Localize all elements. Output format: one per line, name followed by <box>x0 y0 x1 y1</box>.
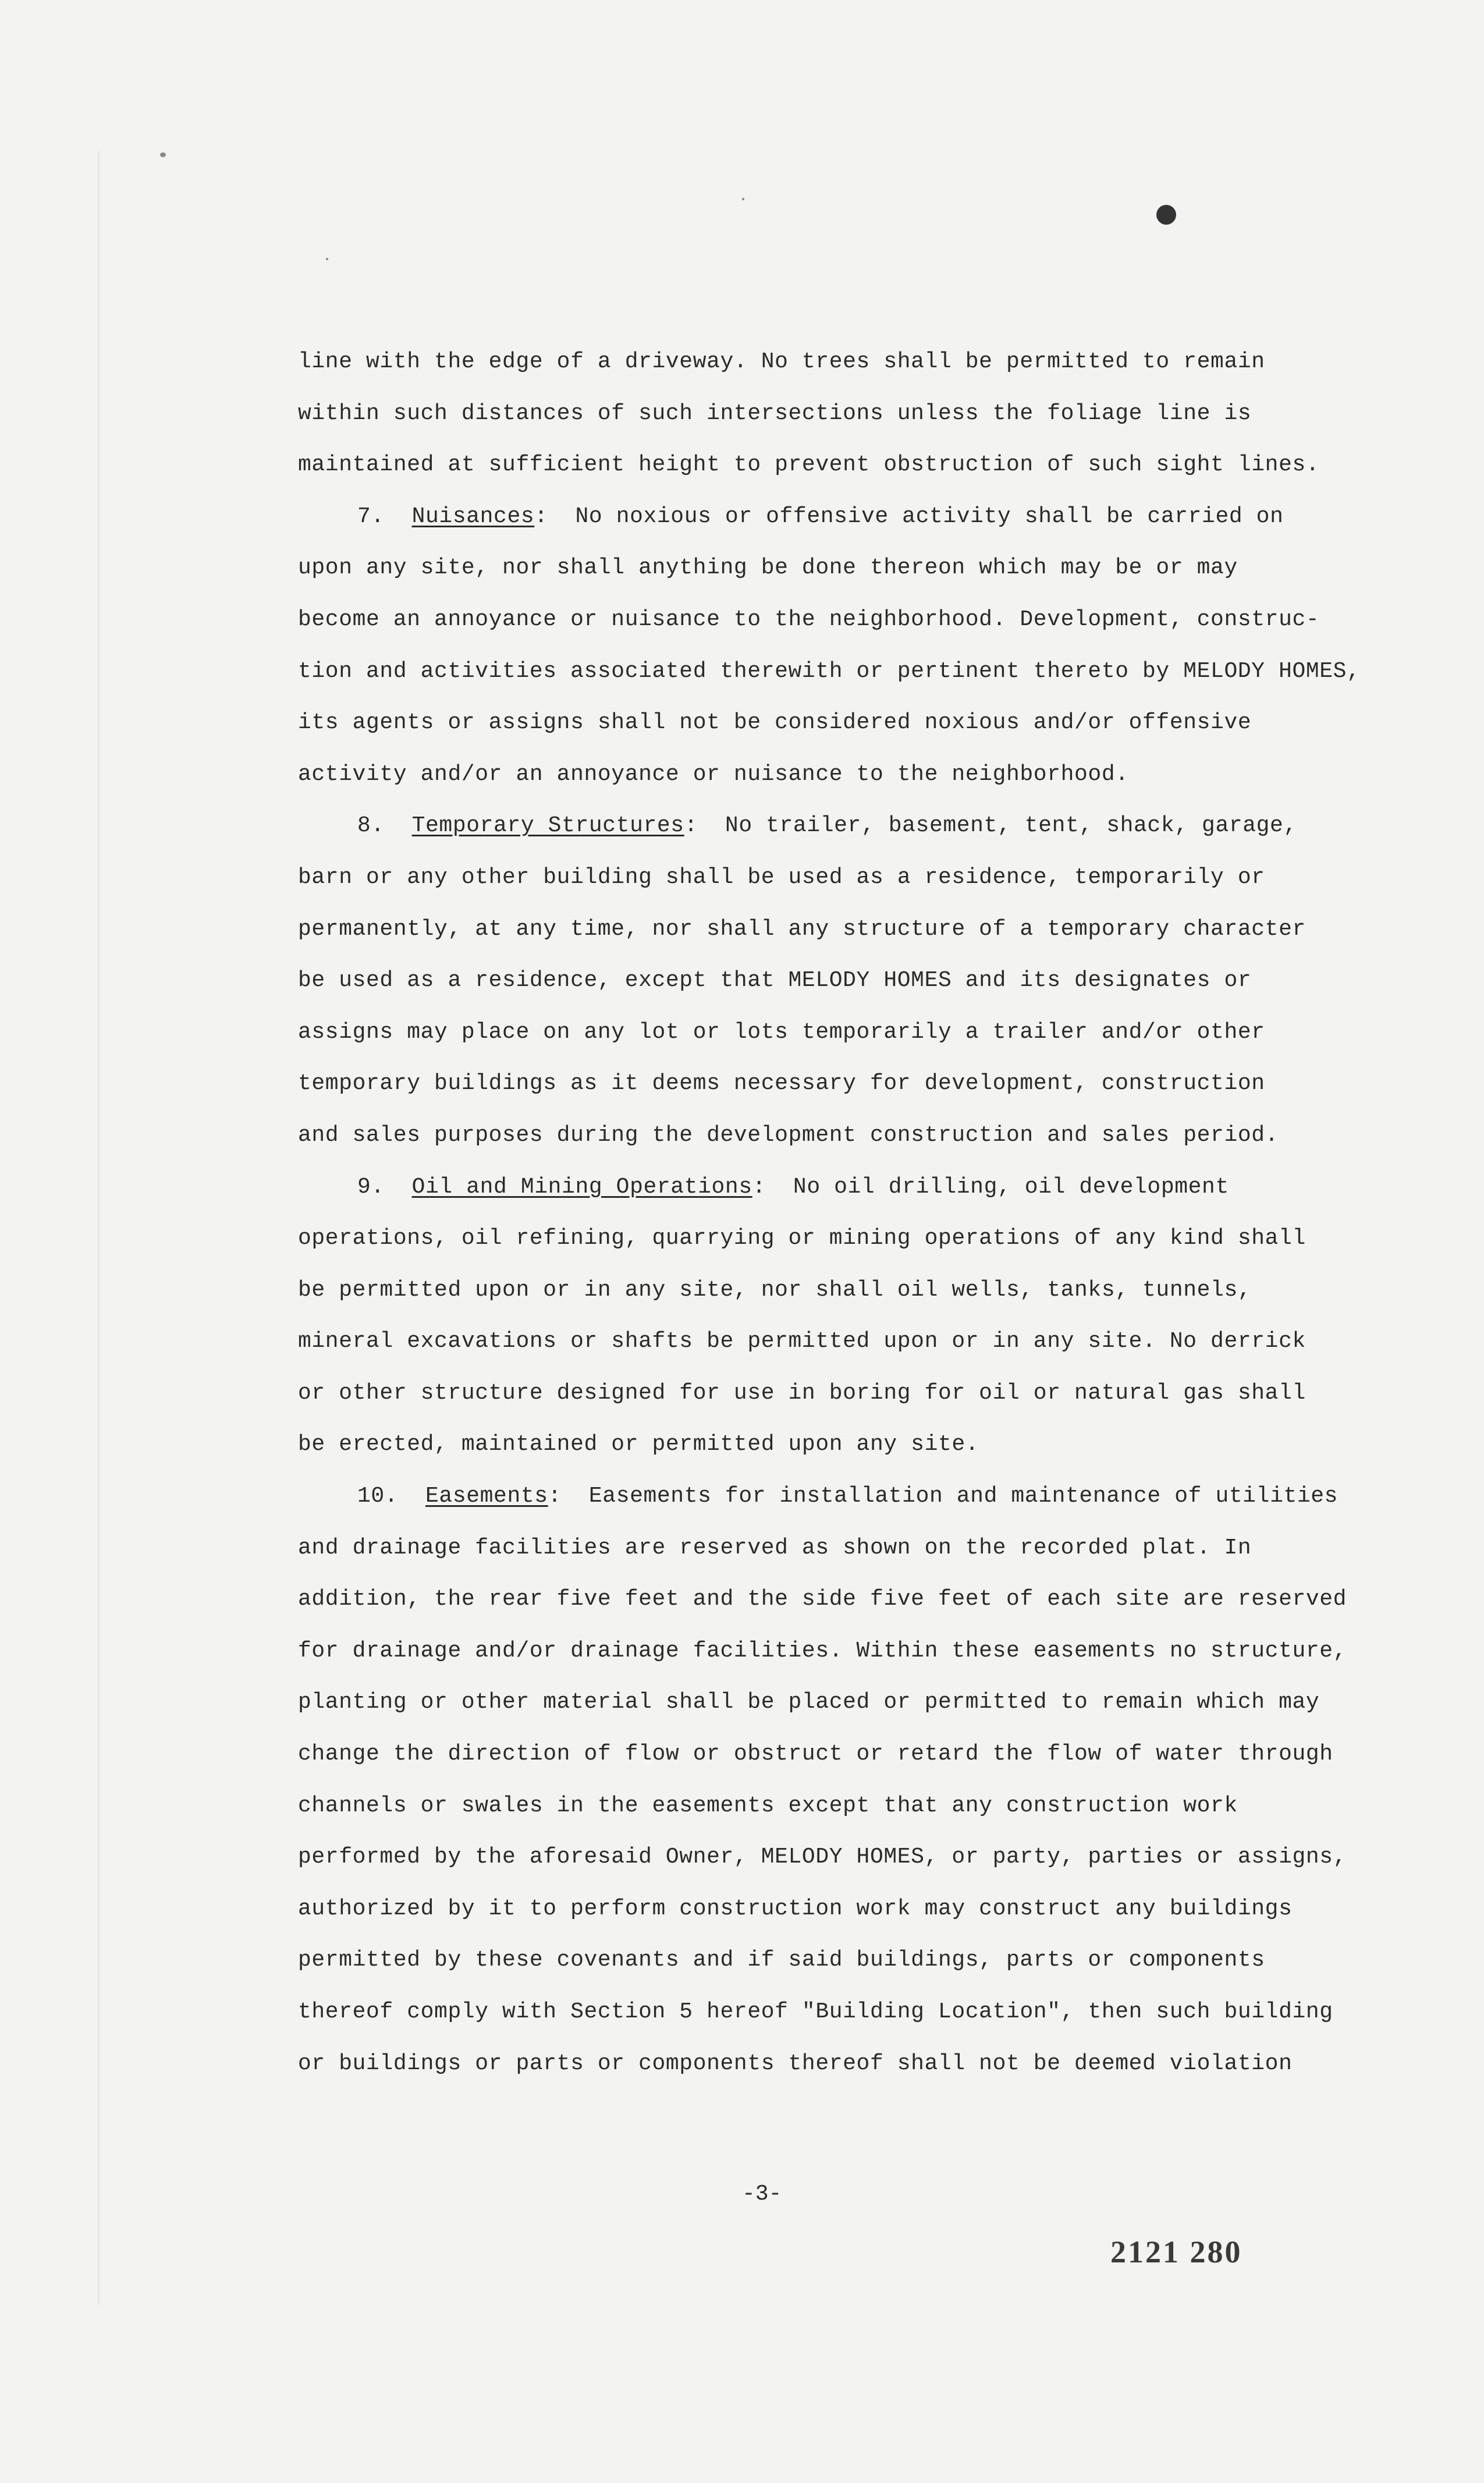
text-line: maintained at sufficient height to prevent obstruction of such sight lines. <box>298 452 1320 478</box>
text-line: or other structure designed for use in boring for oil or natural gas shall <box>298 1380 1306 1406</box>
page-shadow-edge <box>98 151 101 2305</box>
section-number: 7. <box>357 503 385 529</box>
section-text: : No trailer, basement, tent, shack, garage, <box>684 813 1297 839</box>
text-line: thereof comply with Section 5 hereof "Building Location", then such building <box>298 1999 1333 2024</box>
text-line: addition, the rear five feet and the side five feet of each site are reserved <box>298 1587 1347 1612</box>
section-heading: Nuisances <box>411 503 535 529</box>
text-line: be used as a residence, except that MELODY HOMES and its designates or <box>298 968 1252 994</box>
paper-speck <box>742 198 744 200</box>
recording-number-stamp: 2121 280 <box>1110 2234 1242 2269</box>
section-text: : Easements for installation and maintenance of utilities <box>548 1484 1339 1509</box>
text-line: or buildings or parts or components thereof shall not be deemed violation <box>298 2051 1293 2076</box>
text-line: be permitted upon or in any site, nor shall oil wells, tanks, tunnels, <box>298 1277 1252 1303</box>
text-line: assigns may place on any lot or lots temporarily a trailer and/or other <box>298 1019 1265 1045</box>
binding-hole <box>1156 205 1176 225</box>
section-text: : No oil drilling, oil development <box>752 1174 1229 1200</box>
text-line: within such distances of such intersections unless the foliage line is <box>298 400 1252 426</box>
text-line: change the direction of flow or obstruct or retard the flow of water through <box>298 1741 1333 1767</box>
section-number: 9. <box>357 1174 385 1200</box>
text-line: planting or other material shall be placed or permitted to remain which may <box>298 1690 1320 1715</box>
section-heading: Easements <box>425 1484 548 1509</box>
text-line: performed by the aforesaid Owner, MELODY HOMES, or party, parties or assigns, <box>298 1844 1347 1870</box>
text-line: and drainage facilities are reserved as shown on the recorded plat. In <box>298 1535 1252 1560</box>
text-line: temporary buildings as it deems necessary for development, construction <box>298 1071 1265 1097</box>
text-line: operations, oil refining, quarrying or mining operations of any kind shall <box>298 1226 1306 1251</box>
text-line: and sales purposes during the development construction and sales period. <box>298 1122 1279 1148</box>
section-text: : No noxious or offensive activity shall be carried on <box>534 503 1284 529</box>
section-line <box>298 491 1345 543</box>
text-line: mineral excavations or shafts be permitted upon or in any site. No derrick <box>298 1329 1306 1354</box>
text-line: permanently, at any time, nor shall any structure of a temporary character <box>298 916 1306 942</box>
text-line: become an annoyance or nuisance to the neighborhood. Development, construc- <box>298 606 1320 632</box>
page-number: -3- <box>742 2182 782 2207</box>
text-line: upon any site, nor shall anything be done thereon which may be or may <box>298 555 1238 581</box>
section-number: 10. <box>357 1484 399 1509</box>
text-line: barn or any other building shall be used as a residence, temporarily or <box>298 864 1265 890</box>
section-heading: Oil and Mining Operations <box>411 1174 752 1200</box>
text-line: line with the edge of a driveway. No trees shall be permitted to remain <box>298 349 1265 374</box>
text-line: tion and activities associated therewith or pertinent thereto by MELODY HOMES, <box>298 658 1361 684</box>
text-line: activity and/or an annoyance or nuisance to the neighborhood. <box>298 761 1129 787</box>
paper-speck <box>326 258 328 260</box>
section-heading: Temporary Structures <box>411 813 684 839</box>
document-body <box>298 336 1361 2090</box>
text-line: be erected, maintained or permitted upon any site. <box>298 1432 979 1457</box>
section-line <box>298 1162 1345 1214</box>
text-line: channels or swales in the easements except that any construction work <box>298 1793 1238 1818</box>
text-line: permitted by these covenants and if said buildings, parts or components <box>298 1948 1265 1973</box>
paper-speck <box>160 152 166 157</box>
text-line: authorized by it to perform construction work may construct any buildings <box>298 1896 1293 1921</box>
section-line <box>298 1471 1345 1523</box>
text-line: its agents or assigns shall not be considered noxious and/or offensive <box>298 710 1252 736</box>
section-number: 8. <box>357 813 385 839</box>
section-line <box>298 800 1345 852</box>
text-line: for drainage and/or drainage facilities. Within these easements no structure, <box>298 1638 1347 1663</box>
